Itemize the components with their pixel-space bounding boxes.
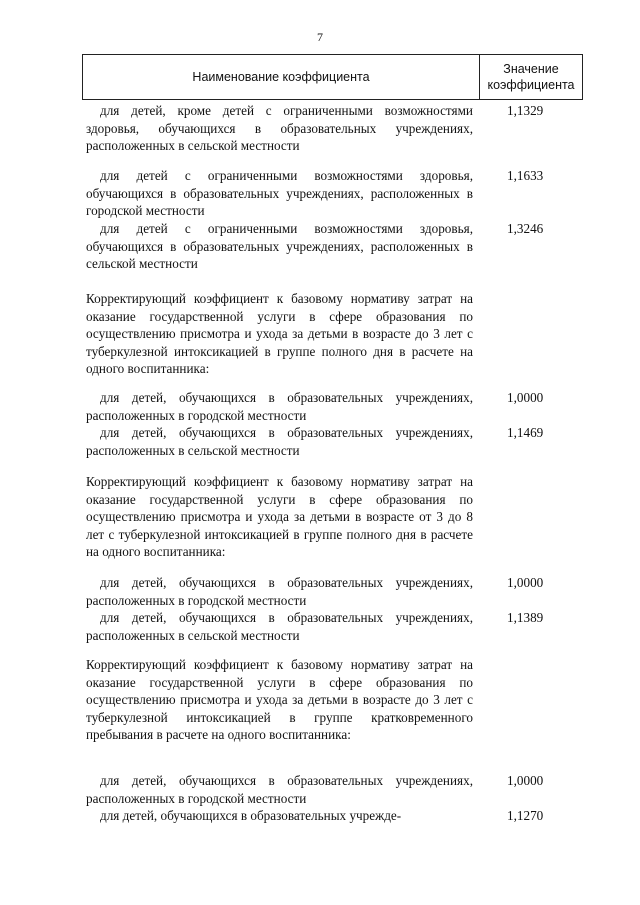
- section-heading: Корректирующий коэффициент к базовому нормативу затрат на оказание государственной услуги в сфере образования по осуществлению присмотра и ухода за детьми в возрасте от 3 до 8 лет с туберкулезной интоксикацией в группе полного дня в расчете на одного воспитанника:: [86, 474, 473, 559]
- coefficient-item: для детей, обучающихся в образовательных учреждениях, расположенных в городской местности: [86, 575, 473, 608]
- column-header-value: [480, 55, 582, 99]
- table-header: [82, 54, 583, 100]
- column-header-name: Наименование коэффициента: [192, 70, 370, 84]
- coefficient-value: 1,1389: [507, 610, 544, 625]
- coefficient-item: для детей, обучающихся в образовательных учреждениях, расположенных в городской местности: [86, 773, 473, 806]
- coefficient-item: для детей, кроме детей с ограниченными возможностями здоровья, обучающихся в образовательных учреждениях, расположенных в сельской местности: [86, 103, 473, 153]
- coefficient-value: 1,1329: [507, 103, 544, 118]
- coefficient-value: 1,1270: [507, 808, 544, 823]
- coefficient-value: 1,0000: [507, 575, 544, 590]
- coefficient-item: для детей, обучающихся в образовательных учреждениях, расположенных в сельской местности: [86, 425, 473, 458]
- coefficient-value: 1,3246: [507, 221, 544, 236]
- coefficient-item: для детей, обучающихся в образовательных учреждениях, расположенных в сельской местности: [86, 610, 473, 643]
- coefficient-value: 1,0000: [507, 390, 544, 405]
- coefficient-item: для детей, обучающихся в образовательных учреждениях, расположенных в городской местности: [86, 390, 473, 423]
- coefficient-item: для детей с ограниченными возможностями здоровья, обучающихся в образовательных учреждениях, расположенных в городской местности: [86, 168, 473, 218]
- coefficient-value: 1,1633: [507, 168, 544, 183]
- section-heading: Корректирующий коэффициент к базовому нормативу затрат на оказание государственной услуги в сфере образования по осуществлению присмотра и ухода за детьми в возрасте до 3 лет с туберкулезной интоксикацией в группе кратковременного пребывания в расчете на одного воспитанника:: [86, 657, 473, 742]
- coefficient-item: для детей с ограниченными возможностями здоровья, обучающихся в образовательных учреждениях, расположенных в сельской местности: [86, 221, 473, 271]
- page-number: 7: [317, 30, 323, 44]
- column-header-value-line1: Значение: [503, 62, 559, 76]
- coefficient-value: 1,1469: [507, 425, 544, 440]
- column-header-value-line2: коэффициента: [487, 78, 575, 92]
- section-heading: Корректирующий коэффициент к базовому нормативу затрат на оказание государственной услуги в сфере образования по осуществлению присмотра и ухода за детьми в возрасте до 3 лет с туберкулезной интоксикацией в группе полного дня в расчете на одного воспитанника:: [86, 291, 473, 376]
- coefficient-item: для детей, обучающихся в образовательных учрежде-: [100, 808, 402, 823]
- coefficient-value: 1,0000: [507, 773, 544, 788]
